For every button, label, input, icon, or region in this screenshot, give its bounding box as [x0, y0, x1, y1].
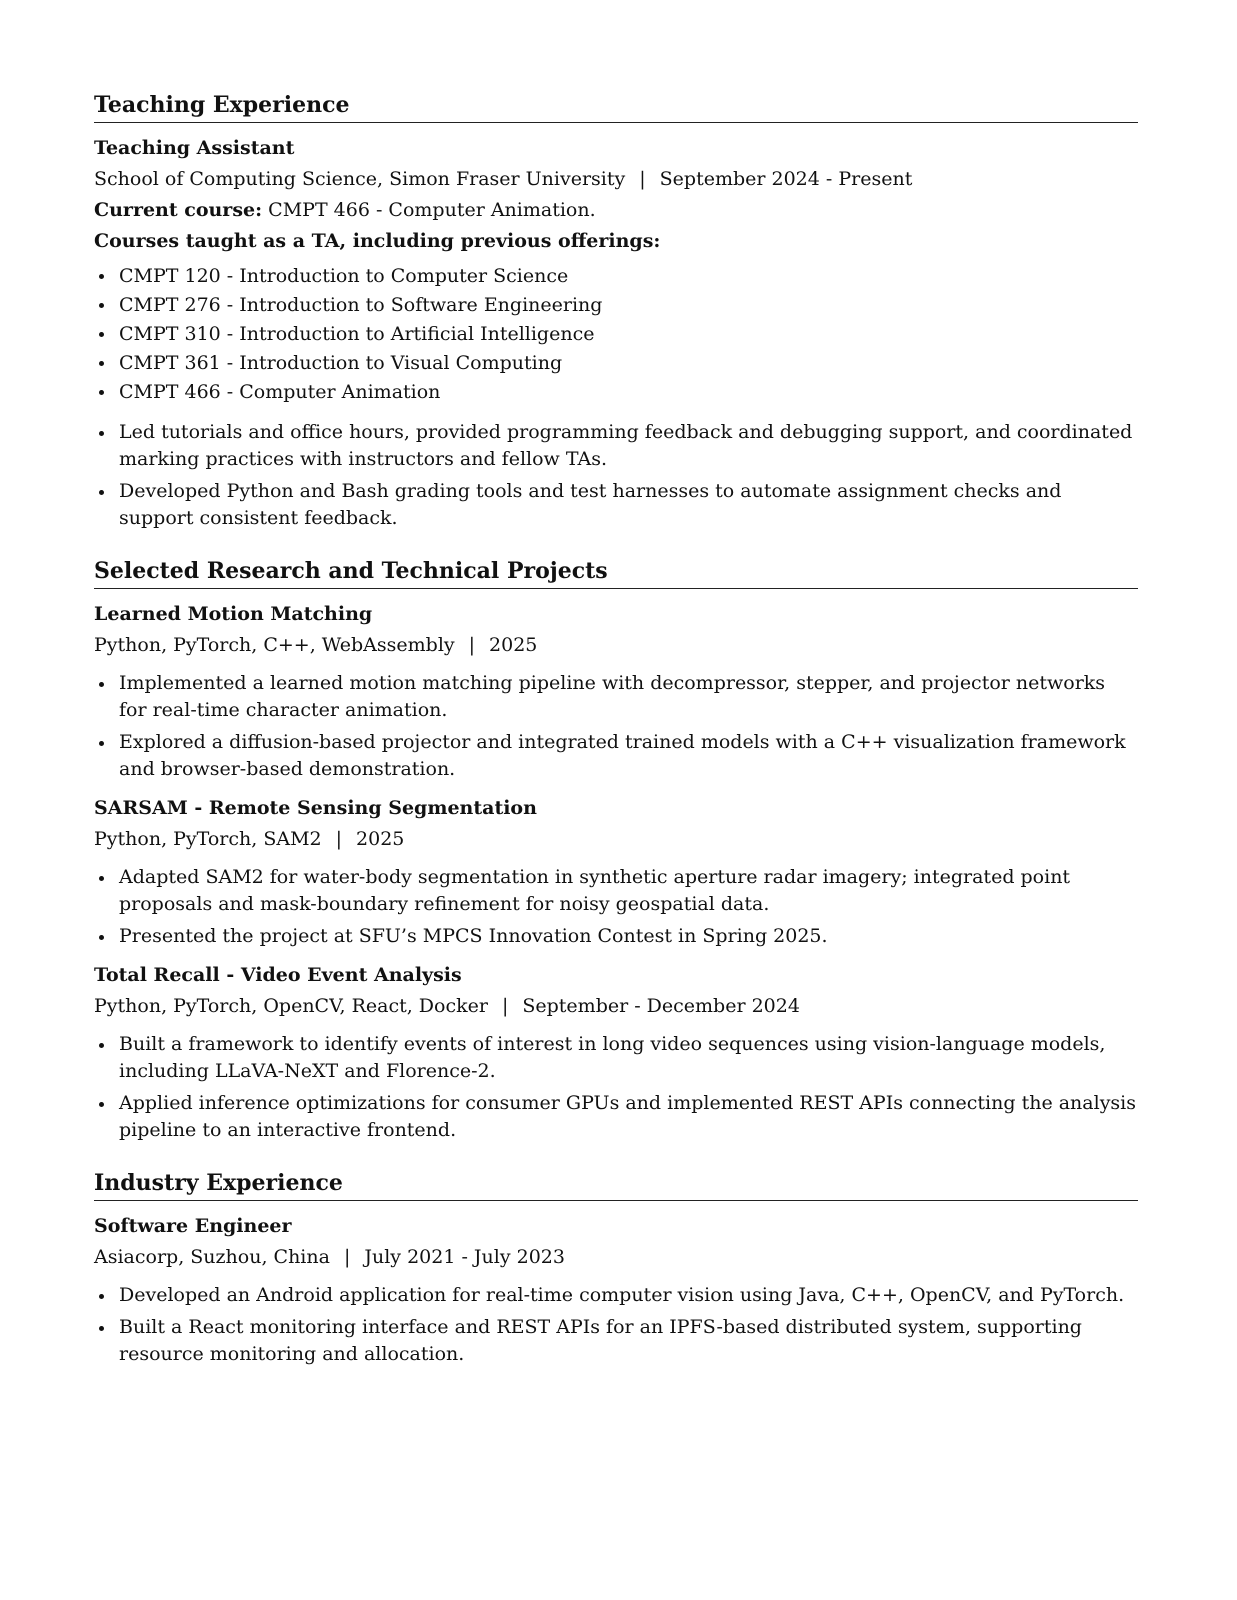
separator: | — [343, 1246, 351, 1268]
list-item: CMPT 276 - Introduction to Software Engineering — [94, 291, 1138, 320]
bullet-list — [94, 1282, 1138, 1368]
list-item: Presented the project at SFU’s MPCS Innovation Contest in Spring 2025. — [94, 923, 1138, 950]
dates: September - December 2024 — [522, 995, 800, 1017]
project-entry — [94, 601, 1138, 783]
current-course — [94, 197, 1138, 223]
list-item: Adapted SAM2 for water-body segmentation in synthetic aperture radar imagery; integrated point proposals and mask-boundary refinement for noisy geospatial data. — [94, 864, 1138, 918]
list-item: Developed an Android application for real-time computer vision using Java, C++, OpenCV, and PyTorch. — [94, 1282, 1138, 1309]
dates: July 2021 - July 2023 — [364, 1246, 565, 1268]
project-title: Total Recall - Video Event Analysis — [94, 964, 462, 986]
organization: Asiacorp, Suzhou, China — [94, 1246, 330, 1268]
tech-stack: Python, PyTorch, C++, WebAssembly — [94, 634, 455, 656]
resume-page — [94, 92, 1138, 1394]
project-meta — [94, 632, 1138, 658]
section-title: Industry Experience — [94, 1170, 1138, 1201]
projects-section — [94, 558, 1138, 1144]
list-item: CMPT 310 - Introduction to Artificial Intelligence — [94, 320, 1138, 349]
bullet-list — [94, 670, 1138, 783]
courses-label-text: Courses taught as a TA, including previous offerings: — [94, 230, 661, 252]
separator: | — [468, 634, 476, 656]
current-course-label: Current course: — [94, 199, 263, 221]
tech-stack: Python, PyTorch, SAM2 — [94, 828, 322, 850]
role-meta — [94, 1244, 1138, 1270]
role-title: Teaching Assistant — [94, 137, 295, 159]
separator: | — [335, 828, 343, 850]
list-item: Explored a diffusion-based projector and integrated trained models with a C++ visualization framework and browser-based demonstration. — [94, 729, 1138, 783]
list-item: CMPT 120 - Introduction to Computer Science — [94, 262, 1138, 291]
separator: | — [501, 995, 509, 1017]
project-title: SARSAM - Remote Sensing Segmentation — [94, 797, 537, 819]
list-item: Built a framework to identify events of interest in long video sequences using vision-language models, including LLaVA-NeXT and Florence-2. — [94, 1031, 1138, 1085]
project-entry — [94, 795, 1138, 950]
list-item: CMPT 361 - Introduction to Visual Computing — [94, 349, 1138, 378]
role-meta — [94, 166, 1138, 192]
role-title: Software Engineer — [94, 1215, 292, 1237]
course-list — [94, 262, 1138, 407]
section-title: Selected Research and Technical Projects — [94, 558, 1138, 589]
list-item: Led tutorials and office hours, provided programming feedback and debugging support, and coordinated marking practices with instructors and fellow TAs. — [94, 419, 1138, 473]
current-course-value: CMPT 466 - Computer Animation. — [268, 199, 596, 221]
industry-section — [94, 1170, 1138, 1368]
separator: | — [639, 168, 646, 190]
list-item: CMPT 466 - Computer Animation — [94, 378, 1138, 407]
section-title: Teaching Experience — [94, 92, 1138, 123]
dates: 2025 — [489, 634, 538, 656]
list-item: Developed Python and Bash grading tools and test harnesses to automate assignment checks and support consistent feedback. — [94, 478, 1138, 532]
bullet-list — [94, 419, 1138, 532]
teaching-section — [94, 92, 1138, 532]
list-item: Built a React monitoring interface and REST APIs for an IPFS-based distributed system, supporting resource monitoring and allocation. — [94, 1314, 1138, 1368]
project-meta — [94, 826, 1138, 852]
project-meta — [94, 993, 1138, 1019]
project-entry — [94, 962, 1138, 1144]
tech-stack: Python, PyTorch, OpenCV, React, Docker — [94, 995, 488, 1017]
bullet-list — [94, 1031, 1138, 1144]
organization: School of Computing Science, Simon Fraser University — [94, 168, 626, 190]
dates: September 2024 - Present — [659, 168, 913, 190]
project-title: Learned Motion Matching — [94, 603, 373, 625]
bullet-list — [94, 864, 1138, 950]
courses-label — [94, 228, 1138, 254]
dates: 2025 — [356, 828, 405, 850]
list-item: Applied inference optimizations for consumer GPUs and implemented REST APIs connecting the analysis pipeline to an interactive frontend. — [94, 1090, 1138, 1144]
list-item: Implemented a learned motion matching pipeline with decompressor, stepper, and projector networks for real-time character animation. — [94, 670, 1138, 724]
